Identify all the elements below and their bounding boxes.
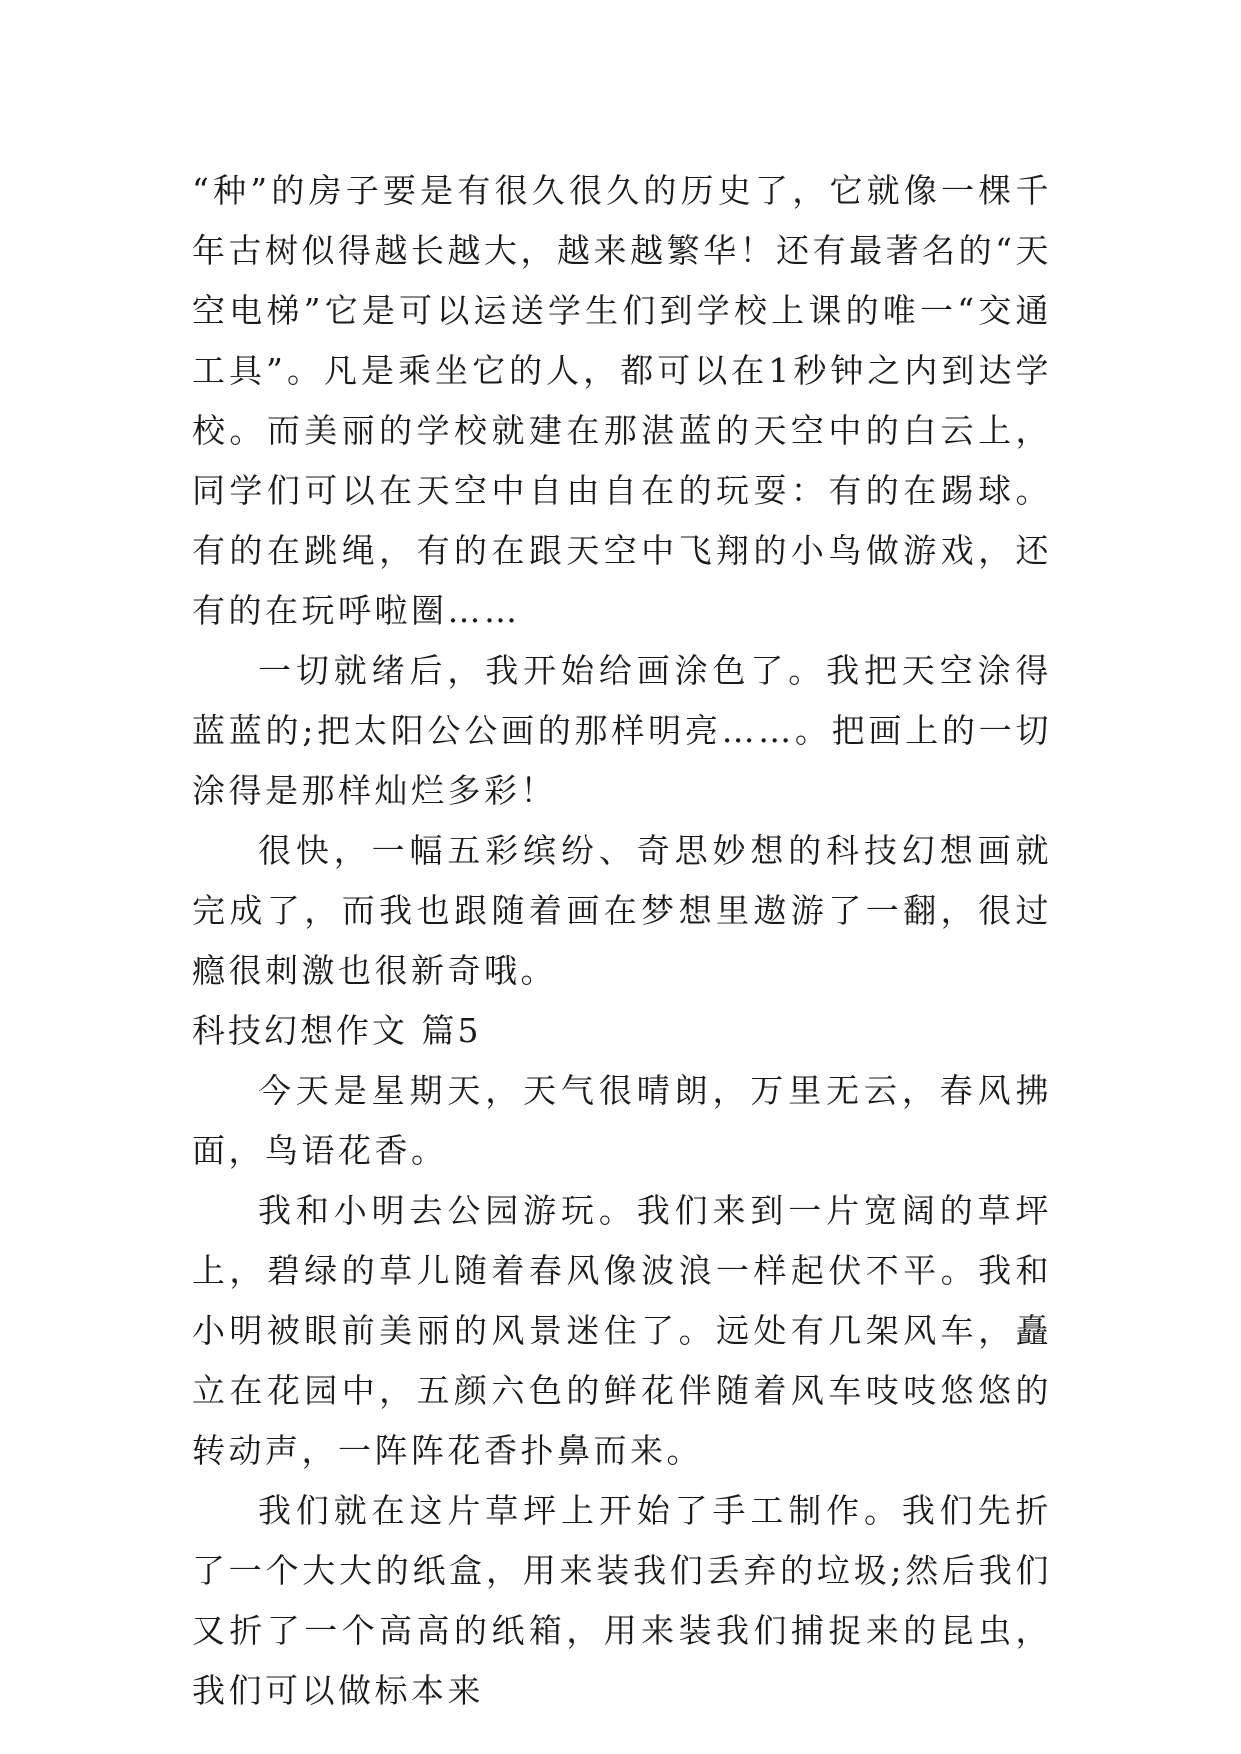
section-heading: 科技幻想作文 篇5 bbox=[192, 1011, 482, 1050]
paragraph: 很快，一幅五彩缤纷、奇思妙想的科技幻想画就完成了，而我也跟随着画在梦想里遨游了一翻，很过瘾很刺激也很新奇哦。 bbox=[192, 831, 1052, 990]
paragraph: 一切就绪后，我开始给画涂色了。我把天空涂得蓝蓝的;把太阳公公画的那样明亮……。把画上的一切涂得是那样灿烂多彩！ bbox=[192, 651, 1052, 810]
document-body bbox=[192, 161, 1052, 1721]
paragraph: 今天是星期天，天气很晴朗，万里无云，春风拂面，鸟语花香。 bbox=[192, 1071, 1052, 1170]
paragraph: 我和小明去公园游玩。我们来到一片宽阔的草坪上，碧绿的草儿随着春风像波浪一样起伏不平。我和小明被眼前美丽的风景迷住了。远处有几架风车，矗立在花园中，五颜六色的鲜花伴随着风车吱吱悠悠的转动声，一阵阵花香扑鼻而来。 bbox=[192, 1191, 1052, 1470]
paragraph: 我们就在这片草坪上开始了手工制作。我们先折了一个大大的纸盒，用来装我们丢弃的垃圾;然后我们又折了一个高高的纸箱，用来装我们捕捉来的昆虫，我们可以做标本来 bbox=[192, 1491, 1052, 1710]
paragraph: “种”的房子要是有很久很久的历史了，它就像一棵千年古树似得越长越大，越来越繁华！还有最著名的“天空电梯”它是可以运送学生们到学校上课的唯一“交通工具”。凡是乘坐它的人，都可以在1秒钟之内到达学校。而美丽的学校就建在那湛蓝的天空中的白云上，同学们可以在天空中自由自在的玩耍：有的在踢球。有的在跳绳，有的在跟天空中飞翔的小鸟做游戏，还有的在玩呼啦圈…… bbox=[192, 171, 1052, 630]
